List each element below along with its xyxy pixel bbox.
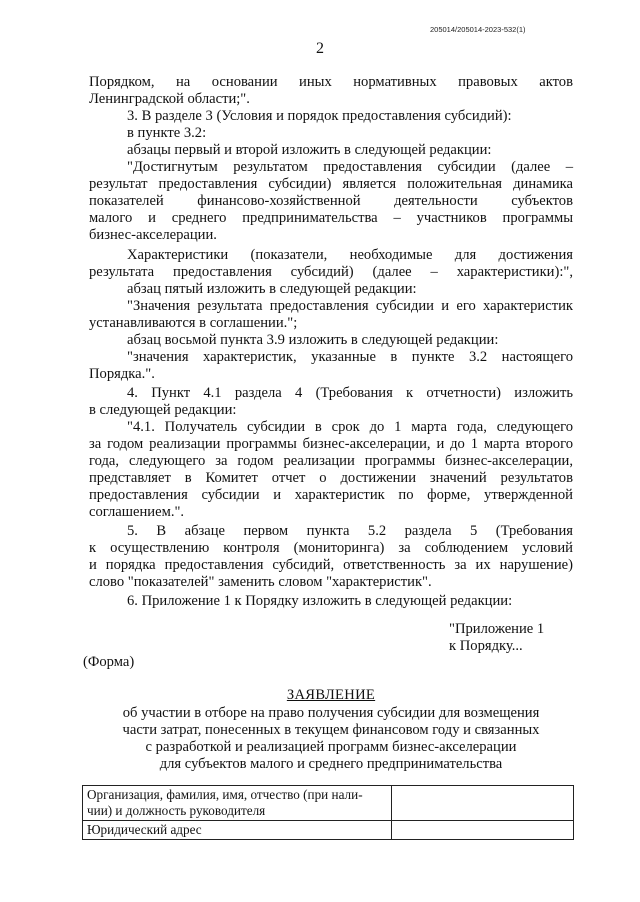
paragraph-line: и порядка предоставления субсидий, ответственность за их нарушение) [89, 557, 573, 573]
paragraph-line: "значения характеристик, указанные в пункте 3.2 настоящего [127, 349, 573, 365]
paragraph-line: Характеристики (показатели, необходимые для достижения [127, 247, 573, 263]
paragraph-line: к осуществлению контроля (мониторинга) за соблюдением условий [89, 540, 573, 556]
paragraph-line: 4. Пункт 4.1 раздела 4 (Требования к отчетности) изложить [127, 385, 573, 401]
paragraph-line: результат предоставления субсидии) является положительная динамика [89, 176, 573, 192]
table-cell-value [392, 821, 574, 840]
paragraph-line: показателей финансово-хозяйственной деятельности субъектов [89, 193, 573, 209]
paragraph-line: в следующей редакции: [89, 402, 237, 418]
paragraph-line: результата предоставления субсидий) (далее – характеристики):", [89, 264, 573, 280]
cell-text-line: Организация, фамилия, имя, отчество (при нали- [87, 787, 363, 802]
paragraph-line: года, следующего за годом реализации программы бизнес-акселерации, [89, 453, 573, 469]
table-row [83, 786, 574, 821]
table-cell-label [83, 821, 392, 840]
paragraph-line: устанавливаются в соглашении."; [89, 315, 298, 331]
appendix-reference: к Порядку... [449, 638, 523, 654]
paragraph-line: абзац пятый изложить в следующей редакции: [127, 281, 417, 297]
paragraph-line: 3. В разделе 3 (Условия и порядок предоставления субсидий): [127, 108, 512, 124]
statement-subtitle-line: для субъектов малого и среднего предпринимательства [159, 756, 503, 772]
cell-text-line: чии) и должность руководителя [87, 803, 266, 818]
statement-subtitle-line: с разработкой и реализацией программ бизнес-акселерации [145, 739, 517, 755]
cell-text-line: Юридический адрес [87, 822, 202, 837]
page-number: 2 [316, 40, 324, 57]
statement-subtitle-line: части затрат, понесенных в текущем финансовом году и связанных [122, 722, 540, 738]
paragraph-line: 5. В абзаце первом пункта 5.2 раздела 5 (Требования [127, 523, 573, 539]
table-cell-label [83, 786, 392, 821]
paragraph-line: малого и среднего предпринимательства – участников программы [89, 210, 573, 226]
paragraph-line: "Значения результата предоставления субсидии и его характеристик [127, 298, 573, 314]
statement-subtitle-line: об участии в отборе на право получения субсидии для возмещения [122, 705, 540, 721]
paragraph-line: бизнес-акселерации. [89, 227, 217, 243]
paragraph-line: предоставления субсидии и характеристик по форме, утвержденной [89, 487, 573, 503]
paragraph-line: слово "показателей" заменить словом "характеристик". [89, 574, 432, 590]
paragraph-line: соглашением.". [89, 504, 185, 520]
paragraph-line: 6. Приложение 1 к Порядку изложить в следующей редакции: [127, 593, 513, 609]
table-cell-value [392, 786, 574, 821]
paragraph-line: Порядка.". [89, 366, 155, 382]
paragraph-line: "4.1. Получатель субсидии в срок до 1 марта года, следующего [127, 419, 573, 435]
paragraph-line: Ленинградской области;". [89, 91, 250, 107]
paragraph-line: "Достигнутым результатом предоставления субсидии (далее – [127, 159, 573, 175]
paragraph-line: абзацы первый и второй изложить в следующей редакции: [127, 142, 492, 158]
statement-title: ЗАЯВЛЕНИЕ [286, 687, 376, 703]
document-id: 205014/205014-2023-532(1) [430, 25, 526, 34]
table-row [83, 821, 574, 840]
form-label: (Форма) [83, 654, 135, 670]
paragraph-line: в пункте 3.2: [127, 125, 207, 141]
paragraph-line: представляет в Комитет отчет о достижении значений результатов [89, 470, 573, 486]
appendix-label: "Приложение 1 [449, 621, 545, 637]
paragraph-line: за годом реализации программы бизнес-акселерации, и до 1 марта второго [89, 436, 573, 452]
paragraph-line: Порядком, на основании иных нормативных правовых актов [89, 74, 573, 90]
paragraph-line: абзац восьмой пункта 3.9 изложить в следующей редакции: [127, 332, 499, 348]
application-form-table [82, 785, 574, 840]
